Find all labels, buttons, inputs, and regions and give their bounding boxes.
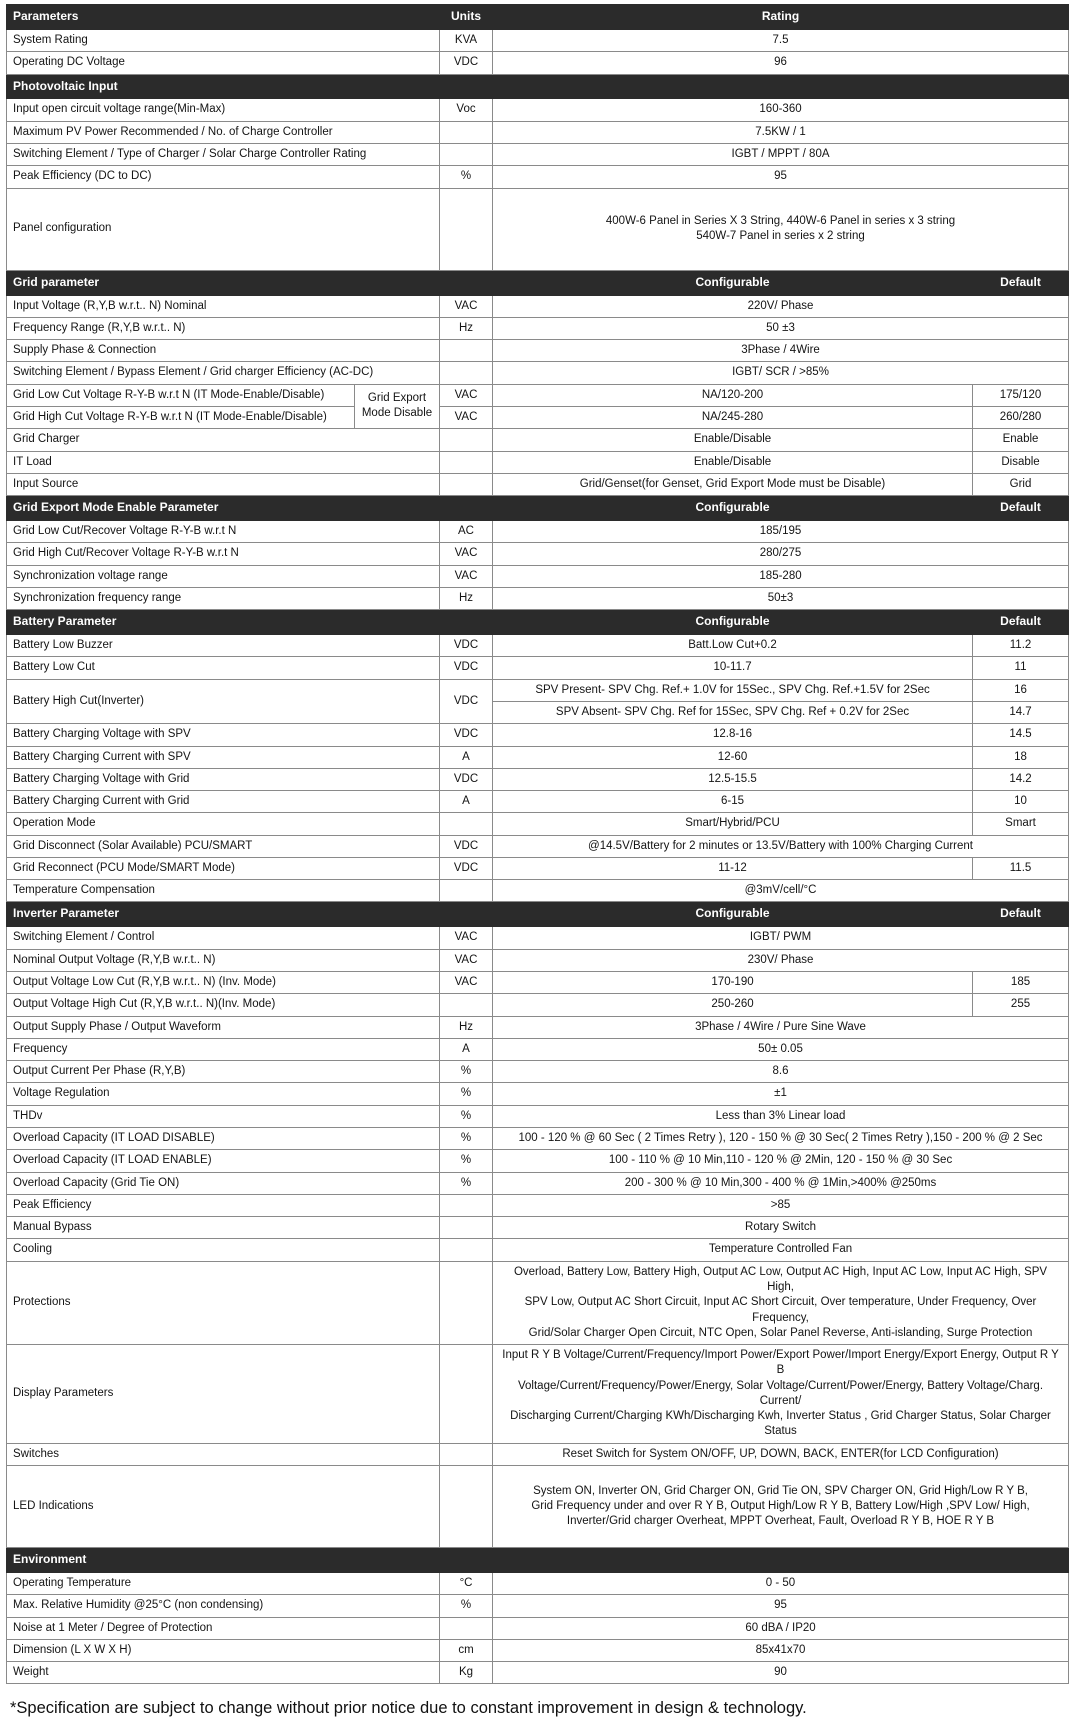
row-rating: 100 - 110 % @ 10 Min,110 - 120 % @ 2Min, 120 - 150 % @ 30 Sec bbox=[493, 1150, 1069, 1172]
header-rating: Rating bbox=[493, 5, 1069, 30]
row-units: VDC bbox=[440, 657, 493, 679]
section-default-label: Default bbox=[973, 902, 1069, 927]
row-units: VDC bbox=[440, 52, 493, 74]
table-row bbox=[7, 521, 1069, 543]
specification-footnote: *Specification are subject to change without prior notice due to constant improvement in design & technology. bbox=[10, 1699, 807, 1718]
row-label: Operating DC Voltage bbox=[7, 52, 440, 74]
row-label: Battery Low Buzzer bbox=[7, 635, 440, 657]
table-row bbox=[7, 1217, 1069, 1239]
row-label: Grid Charger bbox=[7, 429, 440, 451]
row-label: Maximum PV Power Recommended / No. of Charge Controller bbox=[7, 121, 440, 143]
row-label: Display Parameters bbox=[7, 1345, 440, 1444]
table-row bbox=[7, 1261, 1069, 1344]
row-units: % bbox=[440, 1105, 493, 1127]
section-default-label: Default bbox=[973, 610, 1069, 635]
row-units: AC bbox=[440, 521, 493, 543]
section-configurable-label: Configurable bbox=[493, 270, 973, 295]
row-units: % bbox=[440, 1061, 493, 1083]
section-default-label: Default bbox=[973, 496, 1069, 521]
row-rating: Less than 3% Linear load bbox=[493, 1105, 1069, 1127]
row-units bbox=[440, 1443, 493, 1465]
row-default: 175/120 bbox=[973, 384, 1069, 406]
row-units: cm bbox=[440, 1639, 493, 1661]
row-default: 14.5 bbox=[973, 724, 1069, 746]
table-row bbox=[7, 1061, 1069, 1083]
section-configurable-label: Configurable bbox=[493, 610, 973, 635]
table-row bbox=[7, 1572, 1069, 1594]
row-label: Grid High Cut Voltage R-Y-B w.r.t N (IT Mode-Enable/Disable) bbox=[7, 406, 355, 428]
row-default: 16 bbox=[973, 679, 1069, 701]
row-units: A bbox=[440, 1038, 493, 1060]
row-label: Grid High Cut/Recover Voltage R-Y-B w.r.t N bbox=[7, 543, 440, 565]
row-rating: IGBT/ PWM bbox=[493, 927, 1069, 949]
grid-export-mode-disable-cell bbox=[355, 384, 440, 429]
table-row bbox=[7, 1443, 1069, 1465]
table-row bbox=[7, 1038, 1069, 1060]
row-label: Battery Charging Current with Grid bbox=[7, 791, 440, 813]
table-row bbox=[7, 52, 1069, 74]
row-label: Grid Reconnect (PCU Mode/SMART Mode) bbox=[7, 857, 440, 879]
row-default: 260/280 bbox=[973, 406, 1069, 428]
row-label: System Rating bbox=[7, 29, 440, 51]
row-label: Temperature Compensation bbox=[7, 880, 440, 902]
table-row bbox=[7, 1172, 1069, 1194]
display-parameters-line-3: Discharging Current/Charging KWh/Discharging Kwh, Inverter Status , Grid Charger Status, Solar Charger Status bbox=[510, 1410, 1051, 1438]
row-rating: 12.5-15.5 bbox=[493, 768, 973, 790]
row-label: Max. Relative Humidity @25°C (non condensing) bbox=[7, 1595, 440, 1617]
row-label: Output Voltage Low Cut (R,Y,B w.r.t.. N) (Inv. Mode) bbox=[7, 972, 440, 994]
row-rating: 6-15 bbox=[493, 791, 973, 813]
row-units: °C bbox=[440, 1572, 493, 1594]
row-label: LED Indications bbox=[7, 1466, 440, 1548]
row-label: Switches bbox=[7, 1443, 440, 1465]
row-default: 10 bbox=[973, 791, 1069, 813]
row-rating: 185-280 bbox=[493, 565, 1069, 587]
row-label: Battery Charging Current with SPV bbox=[7, 746, 440, 768]
row-rating: 12-60 bbox=[493, 746, 973, 768]
row-rating: 200 - 300 % @ 10 Min,300 - 400 % @ 1Min,>400% @250ms bbox=[493, 1172, 1069, 1194]
row-rating: 85x41x70 bbox=[493, 1639, 1069, 1661]
row-label: Input open circuit voltage range(Min-Max) bbox=[7, 99, 440, 121]
row-rating: 220V/ Phase bbox=[493, 295, 1069, 317]
row-rating: 7.5KW / 1 bbox=[493, 121, 1069, 143]
row-rating: NA/120-200 bbox=[493, 384, 973, 406]
grid-export-line-2: Mode Disable bbox=[361, 407, 433, 420]
row-label: Dimension (L X W X H) bbox=[7, 1639, 440, 1661]
led-indications-line-2: Grid Frequency under and over R Y B, Output High/Low R Y B, Battery Low/High ,SPV Low/ High, bbox=[531, 1499, 1030, 1512]
table-row bbox=[7, 121, 1069, 143]
table-row bbox=[7, 635, 1069, 657]
row-rating: Reset Switch for System ON/OFF, UP, DOWN, BACK, ENTER(for LCD Configuration) bbox=[493, 1443, 1069, 1465]
row-rating: 60 dBA / IP20 bbox=[493, 1617, 1069, 1639]
row-units bbox=[440, 1239, 493, 1261]
row-units: VDC bbox=[440, 724, 493, 746]
table-row bbox=[7, 746, 1069, 768]
row-label: Supply Phase & Connection bbox=[7, 340, 440, 362]
table-row bbox=[7, 972, 1069, 994]
table-row bbox=[7, 1150, 1069, 1172]
table-row bbox=[7, 1345, 1069, 1444]
section-header-environment bbox=[7, 1548, 1069, 1573]
row-rating: NA/245-280 bbox=[493, 406, 973, 428]
table-row bbox=[7, 994, 1069, 1016]
row-units bbox=[440, 144, 493, 166]
row-label: Switching Element / Bypass Element / Grid charger Efficiency (AC-DC) bbox=[7, 362, 440, 384]
row-units: % bbox=[440, 1595, 493, 1617]
row-rating: 250-260 bbox=[493, 994, 973, 1016]
row-units bbox=[440, 188, 493, 270]
section-header-battery-parameter bbox=[7, 610, 1069, 635]
row-rating: SPV Absent- SPV Chg. Ref for 15Sec, SPV Chg. Ref + 0.2V for 2Sec bbox=[493, 701, 973, 723]
row-label: Operation Mode bbox=[7, 813, 440, 835]
specification-table bbox=[6, 4, 1069, 1684]
row-rating: 11-12 bbox=[493, 857, 973, 879]
row-default: 14.2 bbox=[973, 768, 1069, 790]
row-rating: 50±3 bbox=[493, 587, 1069, 609]
row-default: 11 bbox=[973, 657, 1069, 679]
section-header-photovoltaic-input bbox=[7, 74, 1069, 99]
row-units: VAC bbox=[440, 949, 493, 971]
row-units bbox=[440, 994, 493, 1016]
row-default: 11.2 bbox=[973, 635, 1069, 657]
row-label: Grid Disconnect (Solar Available) PCU/SMART bbox=[7, 835, 440, 857]
table-row bbox=[7, 340, 1069, 362]
section-title: Grid parameter bbox=[7, 270, 493, 295]
row-units: VAC bbox=[440, 295, 493, 317]
row-units: VAC bbox=[440, 406, 493, 428]
row-rating: Batt.Low Cut+0.2 bbox=[493, 635, 973, 657]
protections-line-2: SPV Low, Output AC Short Circuit, Input AC Short Circuit, Over temperature, Under Frequency, Over Frequency, bbox=[524, 1296, 1037, 1324]
section-title: Grid Export Mode Enable Parameter bbox=[7, 496, 493, 521]
row-label: Switching Element / Control bbox=[7, 927, 440, 949]
row-rating: 0 - 50 bbox=[493, 1572, 1069, 1594]
table-row bbox=[7, 1617, 1069, 1639]
table-row bbox=[7, 1083, 1069, 1105]
row-rating: >85 bbox=[493, 1194, 1069, 1216]
row-label: Battery Charging Voltage with Grid bbox=[7, 768, 440, 790]
row-units: VAC bbox=[440, 384, 493, 406]
row-default: Disable bbox=[973, 451, 1069, 473]
table-row bbox=[7, 768, 1069, 790]
table-row bbox=[7, 406, 1069, 428]
table-row bbox=[7, 1127, 1069, 1149]
row-rating: 90 bbox=[493, 1662, 1069, 1684]
row-rating: 12.8-16 bbox=[493, 724, 973, 746]
table-row bbox=[7, 813, 1069, 835]
row-label: Peak Efficiency (DC to DC) bbox=[7, 166, 440, 188]
section-header-grid-parameter bbox=[7, 270, 1069, 295]
row-label: Cooling bbox=[7, 1239, 440, 1261]
table-row bbox=[7, 679, 1069, 701]
row-rating: ±1 bbox=[493, 1083, 1069, 1105]
row-units: A bbox=[440, 791, 493, 813]
table-header-row bbox=[7, 5, 1069, 30]
row-default: Smart bbox=[973, 813, 1069, 835]
row-units: Hz bbox=[440, 1016, 493, 1038]
section-title: Photovoltaic Input bbox=[7, 74, 1069, 99]
row-rating: 100 - 120 % @ 60 Sec ( 2 Times Retry ), 120 - 150 % @ 30 Sec( 2 Times Retry ),150 - 200 % @ 2 Sec bbox=[493, 1127, 1069, 1149]
table-row bbox=[7, 99, 1069, 121]
table-row bbox=[7, 880, 1069, 902]
row-units: % bbox=[440, 1127, 493, 1149]
section-title: Inverter Parameter bbox=[7, 902, 493, 927]
row-units: A bbox=[440, 746, 493, 768]
row-rating bbox=[493, 1345, 1069, 1444]
table-row bbox=[7, 565, 1069, 587]
row-label: Switching Element / Type of Charger / Solar Charge Controller Rating bbox=[7, 144, 440, 166]
row-rating: 8.6 bbox=[493, 1061, 1069, 1083]
row-default: 11.5 bbox=[973, 857, 1069, 879]
row-rating bbox=[493, 1466, 1069, 1548]
row-label: Voltage Regulation bbox=[7, 1083, 440, 1105]
table-row bbox=[7, 1239, 1069, 1261]
row-units bbox=[440, 1217, 493, 1239]
row-units bbox=[440, 1345, 493, 1444]
row-rating: 230V/ Phase bbox=[493, 949, 1069, 971]
table-row bbox=[7, 384, 1069, 406]
row-label: Battery High Cut(Inverter) bbox=[7, 679, 440, 724]
table-row bbox=[7, 1466, 1069, 1548]
row-units: Hz bbox=[440, 317, 493, 339]
section-configurable-label: Configurable bbox=[493, 496, 973, 521]
row-label: Operating Temperature bbox=[7, 1572, 440, 1594]
row-units: VAC bbox=[440, 565, 493, 587]
header-parameters: Parameters bbox=[7, 5, 440, 30]
row-units bbox=[440, 813, 493, 835]
table-row bbox=[7, 1639, 1069, 1661]
row-units: VDC bbox=[440, 835, 493, 857]
row-default: 14.7 bbox=[973, 701, 1069, 723]
table-row bbox=[7, 166, 1069, 188]
row-units bbox=[440, 429, 493, 451]
row-label: Battery Low Cut bbox=[7, 657, 440, 679]
row-label: Weight bbox=[7, 1662, 440, 1684]
section-title: Environment bbox=[7, 1548, 1069, 1573]
row-label: Input Voltage (R,Y,B w.r.t.. N) Nominal bbox=[7, 295, 440, 317]
table-row bbox=[7, 29, 1069, 51]
row-units bbox=[440, 362, 493, 384]
row-label: Output Voltage High Cut (R,Y,B w.r.t.. N)(Inv. Mode) bbox=[7, 994, 440, 1016]
row-label: Peak Efficiency bbox=[7, 1194, 440, 1216]
row-rating: 3Phase / 4Wire / Pure Sine Wave bbox=[493, 1016, 1069, 1038]
row-label: Nominal Output Voltage (R,Y,B w.r.t.. N) bbox=[7, 949, 440, 971]
row-rating: 280/275 bbox=[493, 543, 1069, 565]
table-row bbox=[7, 1016, 1069, 1038]
row-label: Protections bbox=[7, 1261, 440, 1344]
row-units: % bbox=[440, 1150, 493, 1172]
row-units: VAC bbox=[440, 543, 493, 565]
row-rating: @3mV/cell/°C bbox=[493, 880, 1069, 902]
section-header-inverter-parameter bbox=[7, 902, 1069, 927]
table-row bbox=[7, 188, 1069, 270]
row-label: Synchronization voltage range bbox=[7, 565, 440, 587]
row-rating: 170-190 bbox=[493, 972, 973, 994]
table-row bbox=[7, 835, 1069, 857]
led-indications-line-3: Inverter/Grid charger Overheat, MPPT Overheat, Fault, Overload R Y B, HOE R Y B bbox=[566, 1515, 995, 1528]
row-label: Overload Capacity (IT LOAD ENABLE) bbox=[7, 1150, 440, 1172]
table-row bbox=[7, 791, 1069, 813]
display-parameters-line-1: Input R Y B Voltage/Current/Frequency/Import Power/Export Power/Import Energy/Export Energy, Output R Y B bbox=[502, 1349, 1059, 1377]
row-rating: 95 bbox=[493, 166, 1069, 188]
row-units bbox=[440, 1194, 493, 1216]
row-label: Overload Capacity (Grid Tie ON) bbox=[7, 1172, 440, 1194]
table-row bbox=[7, 543, 1069, 565]
row-rating: Enable/Disable bbox=[493, 429, 973, 451]
row-label: Synchronization frequency range bbox=[7, 587, 440, 609]
row-label: THDv bbox=[7, 1105, 440, 1127]
row-label: Battery Charging Voltage with SPV bbox=[7, 724, 440, 746]
row-label: IT Load bbox=[7, 451, 440, 473]
row-rating: 10-11.7 bbox=[493, 657, 973, 679]
row-rating: Smart/Hybrid/PCU bbox=[493, 813, 973, 835]
row-units bbox=[440, 451, 493, 473]
row-units: VAC bbox=[440, 927, 493, 949]
row-rating: IGBT / MPPT / 80A bbox=[493, 144, 1069, 166]
row-label: Overload Capacity (IT LOAD DISABLE) bbox=[7, 1127, 440, 1149]
table-row bbox=[7, 949, 1069, 971]
row-rating: Temperature Controlled Fan bbox=[493, 1239, 1069, 1261]
row-label: Output Supply Phase / Output Waveform bbox=[7, 1016, 440, 1038]
grid-export-line-1: Grid Export bbox=[367, 392, 427, 405]
row-units: VAC bbox=[440, 972, 493, 994]
row-units bbox=[440, 121, 493, 143]
row-units: % bbox=[440, 1172, 493, 1194]
row-units: VDC bbox=[440, 768, 493, 790]
row-label: Panel configuration bbox=[7, 188, 440, 270]
row-rating: 50 ±3 bbox=[493, 317, 1069, 339]
row-units bbox=[440, 473, 493, 495]
row-label: Input Source bbox=[7, 473, 440, 495]
row-units bbox=[440, 1261, 493, 1344]
panel-config-line-2: 540W-7 Panel in series x 2 string bbox=[696, 230, 865, 243]
row-label: Manual Bypass bbox=[7, 1217, 440, 1239]
table-row bbox=[7, 473, 1069, 495]
row-rating: 185/195 bbox=[493, 521, 1069, 543]
table-row bbox=[7, 657, 1069, 679]
row-label: Grid Low Cut/Recover Voltage R-Y-B w.r.t N bbox=[7, 521, 440, 543]
row-units bbox=[440, 1466, 493, 1548]
table-row bbox=[7, 429, 1069, 451]
row-rating: 96 bbox=[493, 52, 1069, 74]
row-units: Kg bbox=[440, 1662, 493, 1684]
row-label: Noise at 1 Meter / Degree of Protection bbox=[7, 1617, 440, 1639]
table-row bbox=[7, 1194, 1069, 1216]
table-row bbox=[7, 587, 1069, 609]
section-configurable-label: Configurable bbox=[493, 902, 973, 927]
row-default: Enable bbox=[973, 429, 1069, 451]
row-units: VDC bbox=[440, 679, 493, 724]
row-units: % bbox=[440, 166, 493, 188]
row-rating: 95 bbox=[493, 1595, 1069, 1617]
section-header-grid-export-mode-enable bbox=[7, 496, 1069, 521]
table-row bbox=[7, 295, 1069, 317]
row-rating: Rotary Switch bbox=[493, 1217, 1069, 1239]
table-row bbox=[7, 317, 1069, 339]
row-label: Frequency Range (R,Y,B w.r.t.. N) bbox=[7, 317, 440, 339]
row-default: Grid bbox=[973, 473, 1069, 495]
row-units: Hz bbox=[440, 587, 493, 609]
table-row bbox=[7, 927, 1069, 949]
row-default: 255 bbox=[973, 994, 1069, 1016]
row-rating: Grid/Genset(for Genset, Grid Export Mode must be Disable) bbox=[493, 473, 973, 495]
row-label: Grid Low Cut Voltage R-Y-B w.r.t N (IT Mode-Enable/Disable) bbox=[7, 384, 355, 406]
row-default: 185 bbox=[973, 972, 1069, 994]
row-default: 18 bbox=[973, 746, 1069, 768]
row-rating: @14.5V/Battery for 2 minutes or 13.5V/Battery with 100% Charging Current bbox=[493, 835, 1069, 857]
row-label: Frequency bbox=[7, 1038, 440, 1060]
row-units: Voc bbox=[440, 99, 493, 121]
row-rating: IGBT/ SCR / >85% bbox=[493, 362, 1069, 384]
section-title: Battery Parameter bbox=[7, 610, 493, 635]
table-row bbox=[7, 1595, 1069, 1617]
row-rating: 160-360 bbox=[493, 99, 1069, 121]
row-rating: 7.5 bbox=[493, 29, 1069, 51]
led-indications-line-1: System ON, Inverter ON, Grid Charger ON, Grid Tie ON, SPV Charger ON, Grid High/Low R Y B, bbox=[533, 1484, 1028, 1497]
table-row bbox=[7, 1105, 1069, 1127]
table-row bbox=[7, 857, 1069, 879]
section-default-label: Default bbox=[973, 270, 1069, 295]
display-parameters-line-2: Voltage/Current/Frequency/Power/Energy, Solar Voltage/Current/Power/Energy, Battery Voltage/Charg. Current/ bbox=[518, 1379, 1044, 1407]
table-row bbox=[7, 724, 1069, 746]
row-units bbox=[440, 880, 493, 902]
row-rating: 3Phase / 4Wire bbox=[493, 340, 1069, 362]
table-row bbox=[7, 451, 1069, 473]
row-rating bbox=[493, 1261, 1069, 1344]
row-rating bbox=[493, 188, 1069, 270]
row-label: Output Current Per Phase (R,Y,B) bbox=[7, 1061, 440, 1083]
row-units: KVA bbox=[440, 29, 493, 51]
table-row bbox=[7, 144, 1069, 166]
panel-config-line-1: 400W-6 Panel in Series X 3 String, 440W-6 Panel in series x 3 string bbox=[605, 214, 956, 227]
protections-line-3: Grid/Solar Charger Open Circuit, NTC Open, Solar Panel Reverse, Anti-islanding, Surge Protection bbox=[528, 1326, 1033, 1339]
row-units bbox=[440, 340, 493, 362]
row-units: VDC bbox=[440, 635, 493, 657]
table-row bbox=[7, 1662, 1069, 1684]
protections-line-1: Overload, Battery Low, Battery High, Output AC Low, Output AC High, Input AC Low, Input AC High, SPV High, bbox=[513, 1265, 1048, 1293]
row-units bbox=[440, 1617, 493, 1639]
header-units: Units bbox=[440, 5, 493, 30]
row-rating: Enable/Disable bbox=[493, 451, 973, 473]
row-rating: 50± 0.05 bbox=[493, 1038, 1069, 1060]
row-units: % bbox=[440, 1083, 493, 1105]
row-units: VDC bbox=[440, 857, 493, 879]
table-row bbox=[7, 362, 1069, 384]
row-rating: SPV Present- SPV Chg. Ref.+ 1.0V for 15Sec., SPV Chg. Ref.+1.5V for 2Sec bbox=[493, 679, 973, 701]
